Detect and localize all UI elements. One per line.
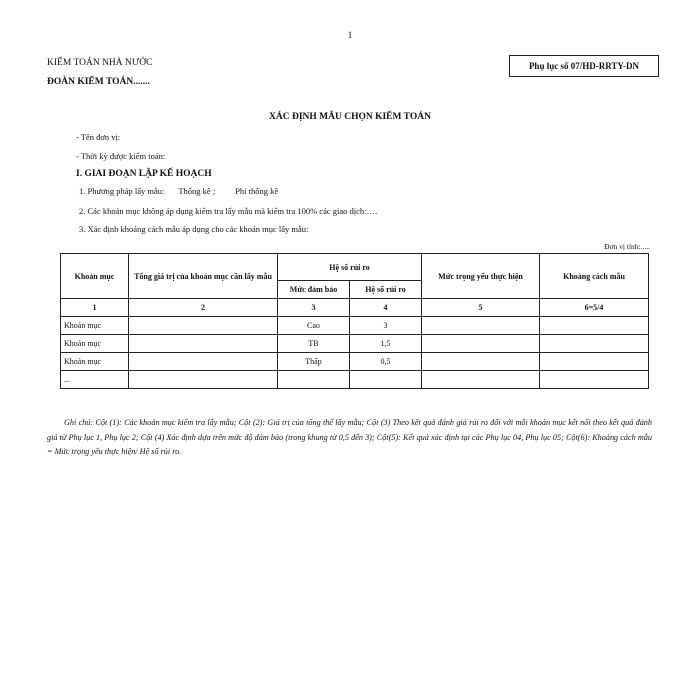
org-name: KIỂM TOÁN NHÀ NƯỚC bbox=[47, 58, 153, 68]
header-materiality: Mức trọng yếu thực hiện bbox=[422, 254, 540, 299]
sample-interval-line: 3. Xác định khoảng cách mẫu áp dụng cho các khoản mục lấy mẫu: bbox=[79, 224, 309, 234]
column-number: 2 bbox=[129, 299, 278, 317]
unit-name-field: - Tên đơn vị: bbox=[76, 132, 121, 142]
header-assurance-level: Mức đảm bảo bbox=[278, 281, 350, 299]
row-sample-interval bbox=[540, 335, 649, 353]
column-number: 6=5/4 bbox=[540, 299, 649, 317]
column-number: 4 bbox=[350, 299, 422, 317]
table-row bbox=[61, 353, 649, 371]
table-row bbox=[61, 371, 649, 389]
row-risk-coefficient: 0,5 bbox=[350, 353, 422, 371]
row-assurance-level: Thấp bbox=[278, 353, 350, 371]
row-risk-coefficient: 1,5 bbox=[350, 335, 422, 353]
table-row bbox=[61, 335, 649, 353]
row-materiality bbox=[422, 371, 540, 389]
row-total-value bbox=[129, 371, 278, 389]
row-assurance-level: Cao bbox=[278, 317, 350, 335]
row-sample-interval bbox=[540, 317, 649, 335]
table-row bbox=[61, 317, 649, 335]
header-item: Khoản mục bbox=[61, 254, 129, 299]
sampling-method-line bbox=[79, 186, 278, 196]
row-item: Khoản mục bbox=[61, 317, 129, 335]
section-heading: I. GIAI ĐOẠN LẬP KẾ HOẠCH bbox=[76, 169, 212, 179]
full-test-items-line: 2. Các khoản mục không áp dụng kiểm tra lấy mẫu mà kiểm tra 100% các giao dịch:…. bbox=[79, 206, 378, 216]
row-materiality bbox=[422, 353, 540, 371]
row-sample-interval bbox=[540, 353, 649, 371]
document-title: XÁC ĐỊNH MẪU CHỌN KIỂM TOÁN bbox=[269, 112, 431, 122]
sample-table bbox=[60, 253, 649, 389]
team-name: ĐOÀN KIỂM TOÁN....... bbox=[47, 77, 150, 87]
column-number: 1 bbox=[61, 299, 129, 317]
row-item: ... bbox=[61, 371, 129, 389]
row-total-value bbox=[129, 335, 278, 353]
row-total-value bbox=[129, 353, 278, 371]
header-sample-interval: Khoảng cách mẫu bbox=[540, 254, 649, 299]
unit-label: Đơn vị tính:..... bbox=[604, 242, 650, 251]
column-number: 5 bbox=[422, 299, 540, 317]
row-materiality bbox=[422, 335, 540, 353]
header-risk-group: Hệ số rủi ro bbox=[278, 254, 422, 281]
row-risk-coefficient bbox=[350, 371, 422, 389]
sampling-method-label: 1. Phương pháp lấy mẫu: bbox=[79, 186, 165, 196]
row-sample-interval bbox=[540, 371, 649, 389]
column-number: 3 bbox=[278, 299, 350, 317]
page-number: 1 bbox=[347, 30, 353, 40]
row-risk-coefficient: 3 bbox=[350, 317, 422, 335]
option-statistical: Thống kê ; bbox=[178, 186, 216, 196]
appendix-label: Phụ lục số 07/HD-RRTY-DN bbox=[509, 55, 659, 77]
audit-period-field: - Thời kỳ được kiểm toán: bbox=[76, 151, 166, 161]
header-total-value: Tổng giá trị của khoản mục cần lấy mẫu bbox=[129, 254, 278, 299]
row-item: Khoản mục bbox=[61, 353, 129, 371]
row-total-value bbox=[129, 317, 278, 335]
row-assurance-level bbox=[278, 371, 350, 389]
row-item: Khoản mục bbox=[61, 335, 129, 353]
option-non-statistical: Phi thống kê bbox=[235, 186, 279, 196]
row-assurance-level: TB bbox=[278, 335, 350, 353]
footnote: Ghi chú: Cột (1): Các khoản mục kiểm tra lấy mẫu; Cột (2): Giá trị của tổng thể lấy mẫu; Cột (3) Theo kết quả đánh giá rủi ro đối với mỗi khoản mục kết nối theo kết quả đánh giá từ Phụ lục 1, Phụ lục 2; Cột (4) Xác định dựa trên mức độ đảm bảo (trong khung từ 0,5 đến 3); Cột(5): Kết quả xác định tại các Phụ lục 04, Phụ lục 05; Cột(6): Khoảng cách mẫu = Mức trọng yếu thực hiện/ Hệ số rủi ro. bbox=[47, 418, 652, 456]
row-materiality bbox=[422, 317, 540, 335]
header-risk-coefficient: Hệ số rủi ro bbox=[350, 281, 422, 299]
